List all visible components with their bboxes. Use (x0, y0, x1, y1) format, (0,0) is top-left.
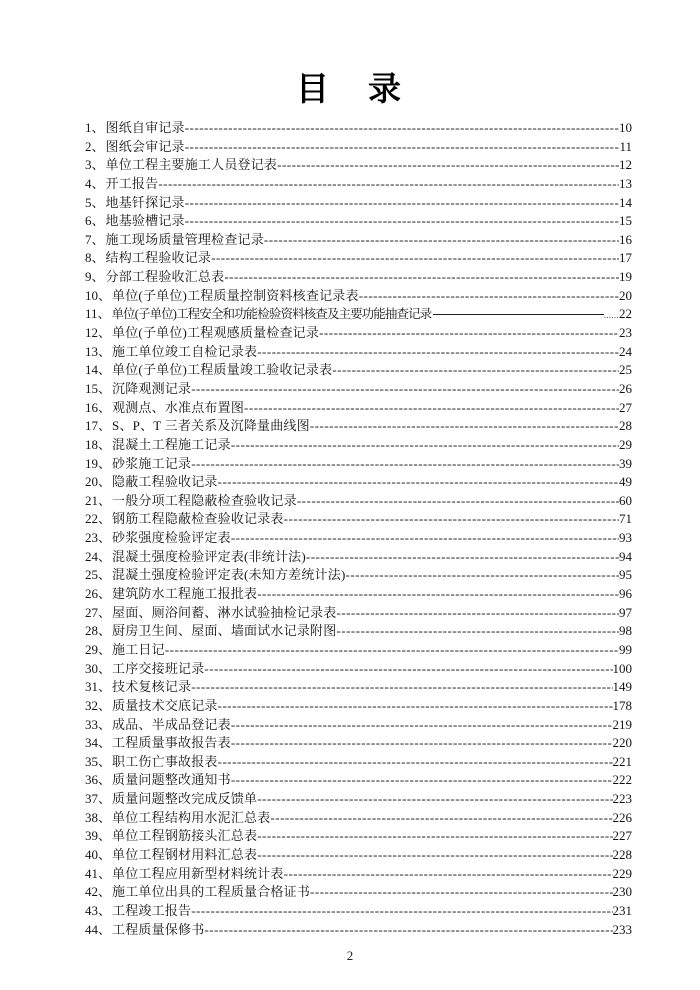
toc-entry-title: 施工现场质量管理检查记录 (105, 231, 264, 247)
toc-entry-separator: 、 (98, 641, 112, 657)
toc-entry-separator: 、 (98, 418, 112, 434)
toc-entry-title: 混凝土工程施工记录 (112, 436, 231, 452)
toc-entry (85, 249, 632, 268)
toc-entry-separator: 、 (98, 716, 112, 732)
toc-entry-separator: 、 (98, 343, 112, 359)
toc-entry-page: 231 (612, 902, 632, 918)
toc-entry (85, 324, 632, 343)
toc-entry (85, 604, 632, 623)
toc-entry-separator: 、 (98, 623, 112, 639)
toc-entry-separator: 、 (98, 846, 112, 862)
toc-entry-number: 22 (85, 511, 98, 527)
toc-leader (185, 119, 619, 138)
toc-leader (284, 865, 613, 884)
toc-entry-page: 39 (619, 455, 632, 471)
toc-entry-separator: 、 (98, 865, 112, 881)
toc-leader (270, 809, 612, 828)
toc-entry-number: 13 (85, 343, 98, 359)
toc-entry (85, 921, 632, 940)
toc-entry-title: 工程质量事故报告表 (112, 735, 231, 751)
toc-leader (257, 827, 612, 846)
toc-entry-separator: 、 (91, 157, 105, 173)
toc-entry-page: 19 (619, 269, 632, 285)
toc-leader (231, 771, 613, 790)
toc-entry (85, 212, 632, 231)
toc-entry-number: 12 (85, 325, 98, 341)
toc-entry-page: 222 (612, 772, 632, 788)
toc-leader (297, 492, 619, 511)
toc-entry (85, 529, 632, 548)
toc-leader (359, 287, 619, 306)
toc-entry-title: 沉降观测记录 (112, 380, 192, 396)
toc-leader (231, 436, 619, 455)
toc-leader (345, 566, 619, 585)
toc-entry-page: 27 (619, 399, 632, 415)
toc-entry-number: 32 (85, 697, 98, 713)
toc-leader (319, 324, 619, 343)
toc-entry-title: 单位(子单位)工程观感质量检查记录 (112, 325, 320, 341)
toc-entry-separator: 、 (98, 511, 112, 527)
toc-entry-title: 施工日记 (112, 641, 165, 657)
toc-entry-title: 施工单位竣工自检记录表 (112, 343, 258, 359)
toc-entry-page: 24 (619, 343, 632, 359)
toc-entry-title: 开工报告 (105, 175, 159, 191)
toc-leader (204, 660, 612, 679)
toc-entry-separator: 、 (98, 436, 112, 452)
toc-entry-page: 178 (612, 697, 632, 713)
toc-entry (85, 138, 632, 157)
toc-leader (257, 846, 612, 865)
toc-entry (85, 417, 632, 436)
toc-entry-page: 28 (619, 418, 632, 434)
toc-entry-separator: 、 (98, 828, 112, 844)
toc-entry-page: 219 (612, 716, 632, 732)
toc-entry-separator: 、 (91, 120, 105, 135)
toc-entry-title: 单位工程主要施工人员登记表 (105, 157, 278, 173)
toc-entry-page: 20 (619, 287, 632, 303)
toc-entry-separator: 、 (91, 250, 105, 266)
toc-leader (306, 548, 619, 567)
toc-entry-page: 10 (619, 120, 632, 135)
toc-leader (336, 604, 619, 623)
toc-entry-title: 职工伤亡事故报表 (112, 753, 218, 769)
toc-entry-title: 单位工程钢筋接头汇总表 (112, 828, 258, 844)
toc-leader (264, 231, 619, 250)
toc-entry (85, 660, 632, 679)
toc-entry-separator: 、 (98, 902, 112, 918)
toc-entry-page: 226 (612, 809, 632, 825)
toc-leader (257, 790, 612, 809)
toc-entry-number: 3 (85, 157, 92, 173)
toc-leader (218, 753, 613, 772)
toc-leader (231, 529, 619, 548)
toc-entry-number: 19 (85, 455, 98, 471)
toc-entry-page: 23 (619, 325, 632, 341)
toc-entry-separator: 、 (98, 567, 112, 583)
toc-leader (158, 175, 619, 194)
toc-entry (85, 343, 632, 362)
toc-entry-number: 21 (85, 492, 98, 508)
toc-entry-title: 图纸自审记录 (105, 120, 185, 135)
toc-entry-title: 施工单位出具的工程质量合格证书 (112, 884, 311, 900)
toc-entry-separator: 、 (98, 660, 112, 676)
toc-entry-number: 35 (85, 753, 98, 769)
toc-entry-title: 单位(子单位)工程质量竣工验收记录表 (112, 362, 333, 378)
toc-entry (85, 175, 632, 194)
toc-entry (85, 790, 632, 809)
toc-entry-number: 23 (85, 530, 98, 546)
toc-entry-separator: 、 (98, 548, 112, 564)
toc-entry-number: 26 (85, 586, 98, 602)
toc-entry-title: 隐蔽工程验收记录 (112, 474, 218, 490)
toc-entry (85, 846, 632, 865)
toc-entry-number: 38 (85, 809, 98, 825)
toc-entry-separator: 、 (91, 175, 105, 191)
toc-leader (211, 249, 619, 268)
toc-entry-number: 15 (85, 380, 98, 396)
toc-entry-page: 230 (612, 884, 632, 900)
toc-entry-title: 建筑防水工程施工报批表 (112, 586, 258, 602)
toc-entry-number: 18 (85, 436, 98, 452)
toc-entry-page: 26 (619, 380, 632, 396)
toc-entry-title: 一般分项工程隐蔽检查验收记录 (112, 492, 297, 508)
toc-entry-separator: 、 (98, 809, 112, 825)
toc-entry-title: 结构工程验收记录 (105, 250, 212, 266)
toc-entry-separator: 、 (98, 380, 112, 396)
toc-entry-title: 单位工程应用新型材料统计表 (112, 865, 284, 881)
toc-leader (244, 399, 619, 418)
toc-entry-number: 9 (85, 269, 92, 285)
toc-leader (185, 138, 620, 157)
toc-entry-title: 砂浆施工记录 (112, 455, 192, 471)
toc-entry-number: 7 (85, 231, 92, 247)
toc-entry-number: 33 (85, 716, 98, 732)
toc-leader (191, 902, 612, 921)
toc-entry-title: 单位工程结构用水泥汇总表 (112, 809, 271, 825)
toc-entry-page: 98 (619, 623, 632, 639)
toc-leader (310, 883, 612, 902)
toc-entry-title: 地基验槽记录 (105, 213, 185, 229)
toc-entry-number: 10 (85, 287, 98, 303)
toc-entry-title: 质量技术交底记录 (112, 697, 218, 713)
toc-entry (85, 455, 632, 474)
toc-entry (85, 883, 632, 902)
toc-entry (85, 287, 632, 306)
toc-entry (85, 361, 632, 380)
toc-entry-title: 单位(子单位)工程安全和功能检验资料核查及主要功能抽查记录 (111, 307, 432, 322)
toc-entry-page: 22 (619, 306, 632, 322)
toc-entry (85, 380, 632, 399)
toc-entry-page: 233 (612, 921, 632, 937)
toc-entry-number: 36 (85, 772, 98, 788)
toc-entry-number: 20 (85, 474, 98, 490)
toc-leader (191, 380, 619, 399)
toc-entry-page: 93 (619, 530, 632, 546)
toc-entry-page: 94 (619, 548, 632, 564)
toc-entry-title: 技术复核记录 (112, 679, 192, 695)
toc-leader (231, 734, 613, 753)
toc-entry (85, 156, 632, 175)
toc-leader (185, 212, 619, 231)
toc-entry (85, 697, 632, 716)
toc-entry-page: 49 (619, 474, 632, 490)
toc-entry (85, 902, 632, 921)
toc-entry (85, 641, 632, 660)
toc-entry-number: 4 (85, 175, 92, 191)
toc-entry-page: 29 (619, 436, 632, 452)
toc-entry-number: 43 (85, 902, 98, 918)
toc-entry-title: 混凝土强度检验评定表(非统计法) (112, 548, 306, 564)
toc-entry-number: 17 (85, 418, 98, 434)
toc-entry (85, 585, 632, 604)
toc-list (85, 119, 632, 939)
toc-entry-separator: 、 (97, 306, 111, 322)
toc-entry-page: 99 (619, 641, 632, 657)
toc-entry (85, 716, 632, 735)
toc-entry (85, 734, 632, 753)
toc-entry-title: 单位(子单位)工程质量控制资料核查记录表 (112, 287, 359, 303)
toc-entry (85, 827, 632, 846)
toc-entry-number: 24 (85, 548, 98, 564)
toc-leader (218, 697, 613, 716)
toc-entry-page: 25 (619, 362, 632, 378)
toc-entry-number: 41 (85, 865, 98, 881)
toc-entry-page: 71 (619, 511, 632, 527)
toc-entry-number: 30 (85, 660, 98, 676)
toc-entry (85, 566, 632, 585)
toc-entry-page: 17 (619, 250, 632, 266)
toc-entry-page: 97 (619, 604, 632, 620)
toc-entry (85, 809, 632, 828)
toc-entry-number: 44 (85, 921, 98, 937)
toc-entry-number: 27 (85, 604, 98, 620)
toc-entry (85, 268, 632, 287)
toc-entry-number: 16 (85, 399, 98, 415)
toc-entry-separator: 、 (91, 194, 105, 210)
toc-entry-number: 37 (85, 791, 98, 807)
toc-entry-separator: 、 (98, 697, 112, 713)
toc-entry-page: 220 (612, 735, 632, 751)
toc-entry (85, 865, 632, 884)
toc-leader (332, 361, 619, 380)
toc-entry (85, 771, 632, 790)
toc-entry-title: 地基钎探记录 (105, 194, 185, 210)
toc-entry (85, 399, 632, 418)
toc-leader (284, 510, 619, 529)
toc-entry-separator: 、 (98, 735, 112, 751)
toc-entry-separator: 、 (98, 492, 112, 508)
toc-entry-title: 工程竣工报告 (112, 902, 192, 918)
toc-entry-page: 229 (612, 865, 632, 881)
toc-entry-title: 质量问题整改完成反馈单 (112, 791, 258, 807)
toc-entry-page: 95 (619, 567, 632, 583)
toc-entry (85, 492, 632, 511)
toc-entry-number: 2 (85, 138, 92, 154)
toc-entry-separator: 、 (98, 679, 112, 695)
toc-entry (85, 753, 632, 772)
toc-leader (433, 314, 604, 315)
toc-entry-page: 11 (619, 138, 632, 154)
toc-entry-page: 149 (612, 679, 632, 695)
toc-entry-separator: 、 (98, 325, 112, 341)
toc-entry-title: 钢筋工程隐蔽检查验收记录表 (112, 511, 284, 527)
toc-entry-page: 100 (612, 660, 632, 676)
toc-leader (277, 156, 619, 175)
toc-entry-title: 图纸会审记录 (105, 138, 185, 154)
toc-entry-title: 厨房卫生间、屋面、墙面试水记录附图 (112, 623, 337, 639)
toc-entry-title: S、P、T 三者关系及沉降量曲线图 (112, 418, 310, 434)
toc-entry-separator: 、 (98, 753, 112, 769)
toc-entry-separator: 、 (91, 213, 105, 229)
toc-entry (85, 510, 632, 529)
toc-entry-page: 227 (612, 828, 632, 844)
toc-entry-number: 39 (85, 828, 98, 844)
toc-entry-number: 11 (85, 306, 98, 322)
toc-entry-title: 单位工程钢材用料汇总表 (112, 846, 258, 862)
toc-entry-title: 分部工程验收汇总表 (105, 269, 225, 285)
toc-entry-number: 31 (85, 679, 98, 695)
toc-entry-number: 5 (85, 194, 92, 210)
toc-leader (310, 417, 619, 436)
toc-entry-page: 96 (619, 586, 632, 602)
toc-entry-number: 14 (85, 362, 98, 378)
toc-entry-page: 15 (619, 213, 632, 229)
toc-entry-separator: 、 (98, 399, 112, 415)
toc-entry (85, 622, 632, 641)
toc-entry (85, 231, 632, 250)
toc-leader (185, 194, 619, 213)
toc-leader (336, 622, 619, 641)
toc-entry-page: 16 (619, 231, 632, 247)
toc-entry-number: 6 (85, 213, 92, 229)
toc-entry-title: 混凝土强度检验评定表(未知方差统计法) (112, 567, 346, 583)
toc-entry (85, 119, 632, 138)
toc-entry-title: 成品、半成品登记表 (112, 716, 231, 732)
toc-entry-title: 工程质量保修书 (112, 921, 205, 937)
toc-entry-page: 228 (612, 846, 632, 862)
toc-entry-separator: 、 (98, 362, 112, 378)
toc-entry-number: 42 (85, 884, 98, 900)
toc-entry-separator: 、 (98, 287, 112, 303)
toc-entry-title: 屋面、厕浴间蓄、淋水试验抽检记录表 (112, 604, 337, 620)
toc-entry-separator: 、 (91, 231, 105, 247)
toc-entry-separator: 、 (98, 884, 112, 900)
toc-entry (85, 548, 632, 567)
toc-leader (165, 641, 619, 660)
footer-page-number: 2 (346, 948, 354, 963)
toc-entry-page: 14 (619, 194, 632, 210)
toc-entry-separator: 、 (91, 138, 105, 154)
toc-leader (257, 585, 619, 604)
toc-entry-separator: 、 (98, 772, 112, 788)
toc-entry (85, 436, 632, 455)
toc-entry-separator: 、 (98, 530, 112, 546)
toc-entry-number: 25 (85, 567, 98, 583)
toc-entry-number: 40 (85, 846, 98, 862)
toc-leader (191, 678, 612, 697)
toc-entry-separator: 、 (98, 921, 112, 937)
toc-entry-title: 观测点、水准点布置图 (112, 399, 245, 415)
toc-entry-separator: 、 (91, 269, 105, 285)
toc-entry-title: 砂浆强度检验评定表 (112, 530, 231, 546)
toc-leader (218, 473, 619, 492)
toc-entry-number: 1 (85, 120, 92, 135)
toc-entry-separator: 、 (98, 586, 112, 602)
toc-entry-page: 12 (619, 157, 632, 173)
toc-entry-number: 8 (85, 250, 92, 266)
toc-entry-title: 工序交接班记录 (112, 660, 205, 676)
page-title: 目 录 (296, 72, 404, 108)
toc-entry-separator: 、 (98, 474, 112, 490)
toc-entry-number: 28 (85, 623, 98, 639)
toc-entry (85, 473, 632, 492)
toc-entry-separator: 、 (98, 604, 112, 620)
toc-entry-number: 29 (85, 641, 98, 657)
toc-leader (257, 343, 619, 362)
toc-leader (224, 268, 619, 287)
toc-entry-title: 质量问题整改通知书 (112, 772, 231, 788)
toc-leader (191, 455, 619, 474)
toc-leader (204, 921, 612, 940)
toc-entry (85, 678, 632, 697)
toc-entry-page: 13 (619, 175, 632, 191)
toc-entry-page: 223 (612, 791, 632, 807)
toc-entry-separator: 、 (98, 455, 112, 471)
toc-entry (85, 194, 632, 213)
toc-entry-page: 221 (612, 753, 632, 769)
toc-entry-page: 60 (619, 492, 632, 508)
toc-entry-number: 34 (85, 735, 98, 751)
toc-entry (85, 305, 632, 324)
toc-entry-separator: 、 (98, 791, 112, 807)
toc-leader (231, 716, 613, 735)
